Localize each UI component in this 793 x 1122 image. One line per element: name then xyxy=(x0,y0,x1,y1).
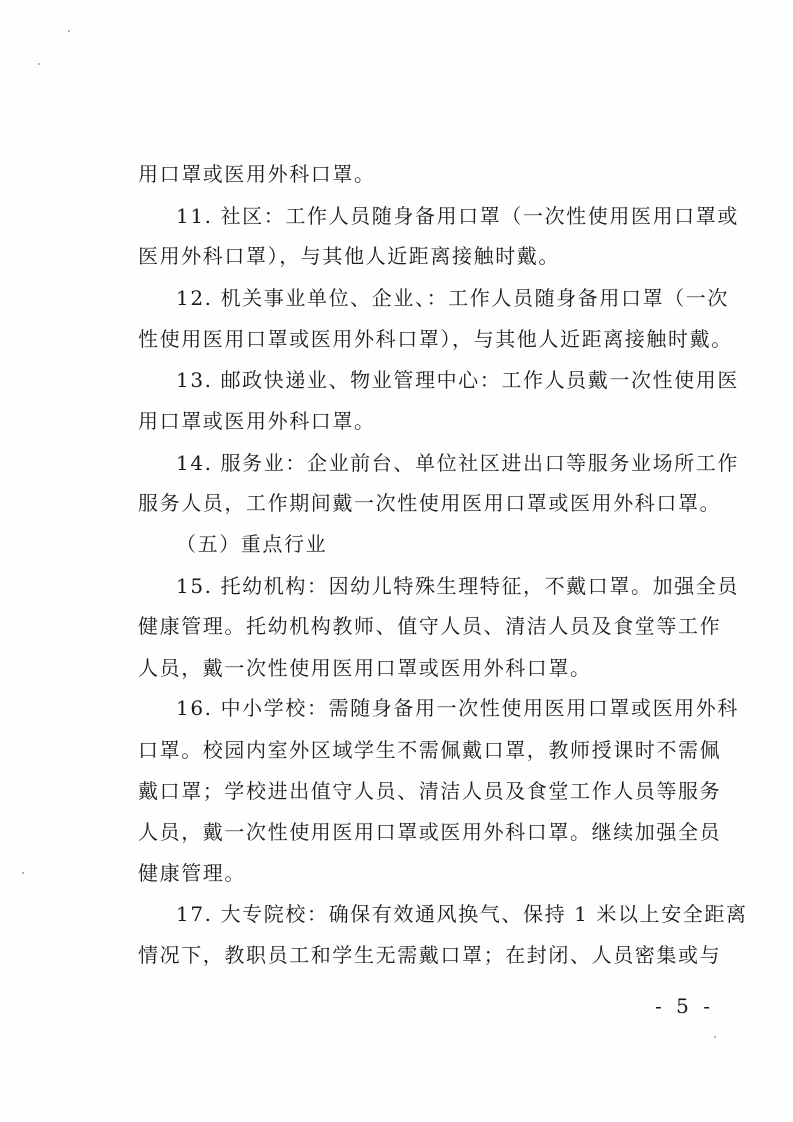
text-line: 15. 托幼机构：因幼儿特殊生理特征，不戴口罩。加强全员 xyxy=(176,574,739,598)
scan-speck xyxy=(22,872,24,874)
scan-speck xyxy=(38,63,40,65)
text-line: 健康管理。 xyxy=(138,861,246,885)
text-line: 17. 大专院校：确保有效通风换气、保持 1 米以上安全距离 xyxy=(176,902,748,926)
text-line: 情况下，教职员工和学生无需戴口罩；在封闭、人员密集或与 xyxy=(138,943,722,967)
page-number: - 5 - xyxy=(655,994,714,1018)
text-line: 戴口罩；学校进出值守人员、清洁人员及食堂工作人员等服务 xyxy=(138,779,722,803)
scan-speck xyxy=(68,30,70,32)
text-line: 医用外科口罩），与其他人近距离接触时戴。 xyxy=(138,244,560,268)
text-line: 性使用医用口罩或医用外科口罩），与其他人近距离接触时戴。 xyxy=(138,327,733,351)
text-line: 14. 服务业：企业前台、单位社区进出口等服务业场所工作 xyxy=(176,451,739,475)
text-line: 人员，戴一次性使用医用口罩或医用外科口罩。继续加强全员 xyxy=(138,820,722,844)
text-line: 12. 机关事业单位、企业、：工作人员随身备用口罩（一次 xyxy=(176,286,729,310)
text-line: 用口罩或医用外科口罩。 xyxy=(138,409,376,433)
text-line: 16. 中小学校：需随身备用一次性使用医用口罩或医用外科 xyxy=(176,696,739,720)
text-line: 服务人员，工作期间戴一次性使用医用口罩或医用外科口罩。 xyxy=(138,491,722,515)
text-line: 口罩。校园内室外区域学生不需佩戴口罩，教师授课时不需佩 xyxy=(138,738,722,762)
text-line: 11. 社区：工作人员随身备用口罩（一次性使用医用口罩或 xyxy=(176,204,739,228)
text-line: 用口罩或医用外科口罩。 xyxy=(138,162,376,186)
section-heading: （五）重点行业 xyxy=(176,532,328,556)
text-line: 13. 邮政快递业、物业管理中心：工作人员戴一次性使用医 xyxy=(176,368,739,392)
scan-speck xyxy=(714,1036,716,1038)
text-line: 健康管理。托幼机构教师、值守人员、清洁人员及食堂等工作 xyxy=(138,614,722,638)
text-line: 人员，戴一次性使用医用口罩或医用外科口罩。 xyxy=(138,656,592,680)
